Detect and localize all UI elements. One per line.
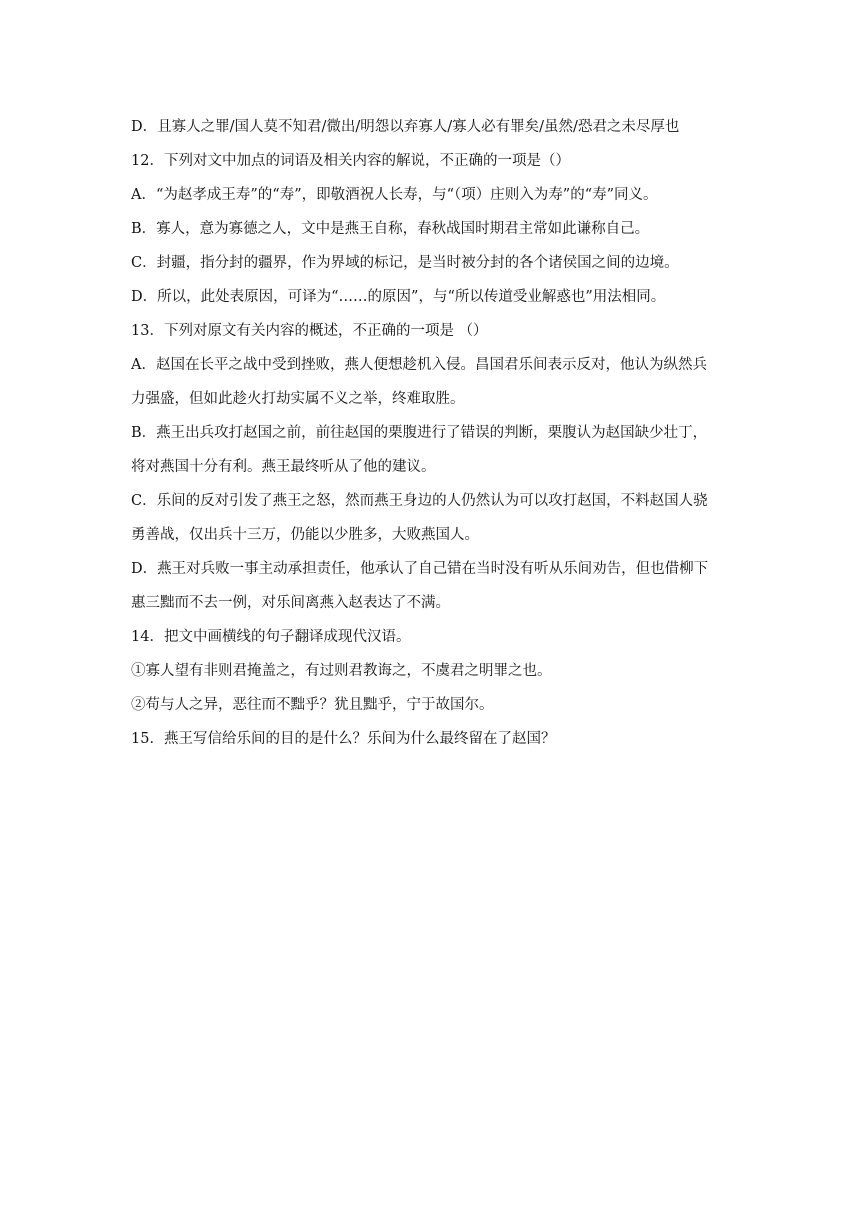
option-c-q13-line1: C．乐间的反对引发了燕王之怒，然而燕王身边的人仍然认为可以攻打赵国，不料赵国人骁 — [131, 493, 708, 509]
option-b-q12: B．寡人，意为寡德之人，文中是燕王自称，春秋战国时期君主常如此谦称自己。 — [131, 221, 650, 237]
question-13: 13．下列对原文有关内容的概述，不正确的一项是 （） — [131, 323, 488, 339]
option-b-q13-line2: 将对燕国十分有利。燕王最终听从了他的建议。 — [131, 459, 436, 475]
option-c-q12: C．封疆，指分封的疆界，作为界域的标记，是当时被分封的各个诸侯国之间的边境。 — [131, 255, 679, 271]
question-14: 14．把文中画横线的句子翻译成现代汉语。 — [131, 629, 411, 645]
sentence-2: ②苟与人之异，恶往而不黜乎？犹且黜乎，宁于故国尔。 — [131, 697, 494, 713]
option-a-q13-line2: 力强盛，但如此趁火打劫实属不义之举，终难取胜。 — [131, 391, 465, 407]
question-12: 12．下列对文中加点的词语及相关内容的解说，不正确的一项是（） — [131, 153, 570, 169]
question-15: 15．燕王写信给乐间的目的是什么？乐间为什么最终留在了赵国？ — [131, 731, 556, 747]
option-d-q13-line1: D．燕王对兵败一事主动承担责任，他承认了自己错在当时没有听从乐间劝告，但也借柳下 — [131, 561, 709, 577]
sentence-1: ①寡人望有非则君掩盖之，有过则君教诲之，不虞君之明罪之也。 — [131, 663, 552, 679]
option-d-q11: D．且寡人之罪/国人莫不知君/微出/明怨以弃寡人/寡人必有罪矣/虽然/恐君之未尽厚也 — [131, 119, 680, 135]
option-a-q12: A．“为赵孝成王寿”的“寿”，即敬酒祝人长寿，与“（项）庄则入为寿”的“寿”同义。 — [131, 187, 658, 203]
option-b-q13-line1: B．燕王出兵攻打赵国之前，前往赵国的栗腹进行了错误的判断，栗腹认为赵国缺少壮丁， — [131, 425, 708, 441]
option-d-q13-line2: 惠三黜而不去一例，对乐间离燕入赵表达了不满。 — [131, 595, 450, 611]
document-page — [131, 110, 736, 756]
option-d-q12: D．所以，此处表原因，可译为“……的原因”，与“所以传道受业解惑也”用法相同。 — [131, 289, 666, 305]
option-a-q13-line1: A．赵国在长平之战中受到挫败，燕人便想趁机入侵。昌国君乐间表示反对，他认为纵然兵 — [131, 357, 707, 373]
option-c-q13-line2: 勇善战，仅出兵十三万，仍能以少胜多，大败燕国人。 — [131, 527, 479, 543]
